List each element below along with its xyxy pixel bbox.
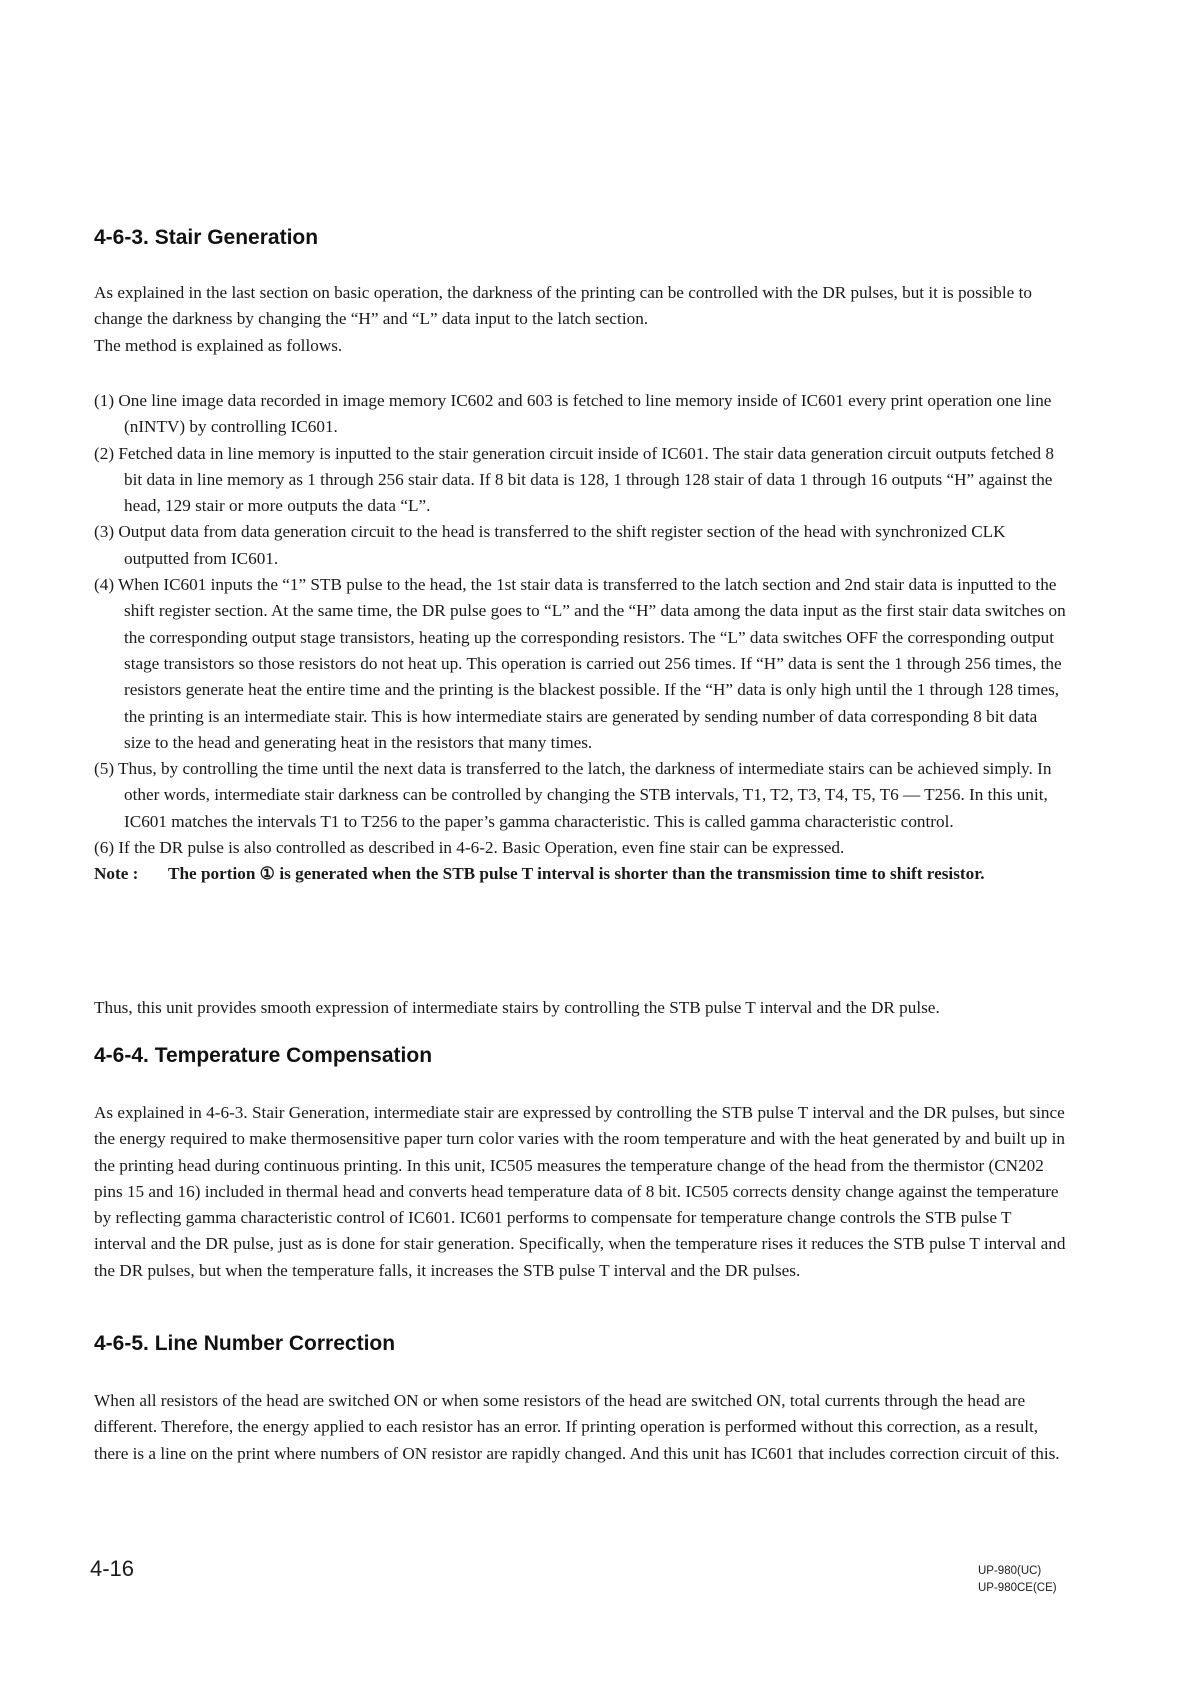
note <box>94 861 1066 887</box>
stair-conclusion: Thus, this unit provides smooth expression of intermediate stairs by controlling the STB pulse T interval and the DR pulse. <box>94 998 940 1017</box>
list-item: (1) One line image data recorded in image memory IC602 and 603 is fetched to line memory inside of IC601 every print operation one line (nINTV) by controlling IC601. <box>94 391 1052 437</box>
list-item: (6) If the DR pulse is also controlled as described in 4-6-2. Basic Operation, even fine stair can be expressed. <box>94 838 845 858</box>
list-item: (4) When IC601 inputs the “1” STB pulse to the head, the 1st stair data is transferred to the latch section and 2nd stair data is inputted to the shift register section. At the same time, the DR pulse goes to “L” and the “H” data among the data input as the first stair data switches on the corresponding output stage transistors, heating up the corresponding resistors. The “L” data switches OFF the corresponding output stage transistors so those resistors do not heat up. This operation is carried out 256 times. If “H” data is sent the 1 through 256 times, the resistors generate heat the entire time and the printing is the blackest possible. If the “H” data is only high until the 1 through 128 times, the printing is an intermediate stair. This is how intermediate stairs are generated by sending number of data corresponding 8 bit data size to the head and generating heat in the resistors that many times. <box>94 575 1066 752</box>
page-number: 4-16 <box>90 1556 135 1581</box>
model-numbers <box>978 1563 1057 1597</box>
model-uc: UP-980(UC) <box>978 1565 1042 1577</box>
temperature-paragraph: As explained in 4-6-3. Stair Generation, intermediate stair are expressed by controlling the STB pulse T interval and the DR pulses, but since the energy required to make thermosensitive paper turn color varies with the room temperature and with the heat generated by and built up in the printing head during continuous printing. In this unit, IC505 measures the temperature change of the head from the thermistor (CN202 pins 15 and 16) included in thermal head and converts head temperature data of 8 bit. IC505 corrects density change against the temperature by reflecting gamma characteristic control of IC601. IC601 performs to compensate for temperature change controls the STB pulse T interval and the DR pulse, just as is done for stair generation. Specifically, when the temperature rises it reduces the STB pulse T interval and the DR pulses, but when the temperature falls, it increases the STB pulse T interval and the DR pulses. <box>94 1103 1066 1280</box>
stair-intro <box>94 280 1066 359</box>
list-item: (3) Output data from data generation circuit to the head is transferred to the shift register section of the head with synchronized CLK outputted from IC601. <box>94 522 1006 568</box>
list-item: (5) Thus, by controlling the time until the next data is transferred to the latch, the darkness of intermediate stairs can be achieved simply. In other words, intermediate stair darkness can be controlled by changing the STB intervals, T1, T2, T3, T4, T5, T6 — T256. In this unit, IC601 matches the intervals T1 to T256 to the paper’s gamma characteristic. This is called gamma characteristic control. <box>94 759 1052 831</box>
section-heading-line-number-correction: 4-6-5. Line Number Correction <box>94 1332 396 1355</box>
stair-steps-list <box>94 388 1066 888</box>
note-text: The portion ① is generated when the STB pulse T interval is shorter than the transmission time to shift resistor. <box>168 864 985 884</box>
model-ce: UP-980CE(CE) <box>978 1582 1057 1594</box>
note-label: Note : <box>94 864 139 884</box>
intro-paragraph: As explained in the last section on basic operation, the darkness of the printing can be controlled with the DR pulses, but it is possible to change the darkness by changing the “H” and “L” data input to the latch section. <box>94 283 1032 329</box>
list-item: (2) Fetched data in line memory is inputted to the stair generation circuit inside of IC601. The stair data generation circuit outputs fetched 8 bit data in line memory as 1 through 256 stair data. If 8 bit data is 128, 1 through 128 stair of data 1 through 16 outputs “H” against the head, 129 stair or more outputs the data “L”. <box>94 443 1054 516</box>
intro-paragraph-2: The method is explained as follows. <box>94 335 343 355</box>
section-heading-temperature-compensation: 4-6-4. Temperature Compensation <box>94 1044 433 1067</box>
section-heading-stair-generation: 4-6-3. Stair Generation <box>94 226 319 249</box>
line-correction-paragraph: When all resistors of the head are switched ON or when some resistors of the head are switched ON, total currents through the head are different. Therefore, the energy applied to each resistor has an error. If printing operation is performed without this correction, as a result, there is a line on the print where numbers of ON resistor are rapidly changed. And this unit has IC601 that includes correction circuit of this. <box>94 1391 1060 1463</box>
